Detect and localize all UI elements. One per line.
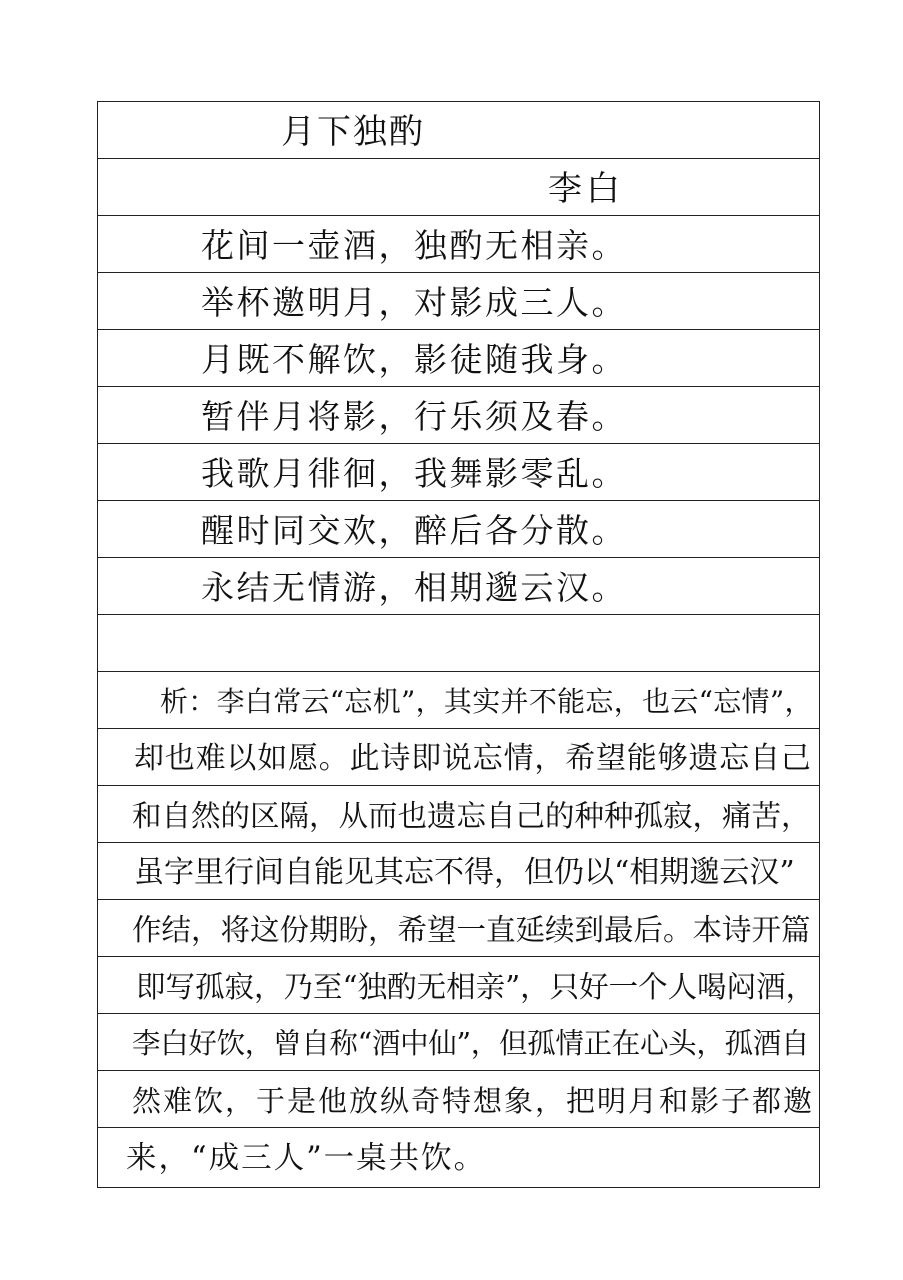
analysis-line-text: 析：李白常云“忘机”，其实并不能忘，也云“忘情”，	[160, 685, 813, 718]
lined-writing-sheet	[97, 101, 820, 1188]
analysis-line-text: 来，“成三人”一桌共饮。	[126, 1141, 487, 1176]
poem-line-text: 举杯邀明月，对影成三人。	[201, 283, 627, 322]
analysis-line	[98, 900, 819, 957]
poem-line	[98, 330, 819, 387]
analysis-line-text: 即写孤寂，乃至“独酌无相亲”，只好一个人喝闷酒，	[136, 970, 816, 1004]
poem-line	[98, 216, 819, 273]
poem-title: 月下独酌	[281, 112, 425, 152]
poem-line-text: 醒时同交欢，醉后各分散。	[201, 511, 627, 550]
poem-line	[98, 387, 819, 444]
poem-author: 李白	[548, 169, 624, 209]
analysis-line	[98, 786, 819, 843]
analysis-line	[98, 957, 819, 1014]
title-row	[98, 102, 819, 159]
poem-line-text: 我歌月徘徊，我舞影零乱。	[201, 454, 627, 493]
poem-line	[98, 558, 819, 615]
analysis-line	[98, 1128, 819, 1189]
author-row	[98, 159, 819, 216]
poem-line-text: 永结无情游，相期邈云汉。	[201, 568, 627, 607]
analysis-line	[98, 729, 819, 786]
analysis-line-text: 却也难以如愿。此诗即说忘情，希望能够遗忘自己	[134, 741, 812, 776]
analysis-line	[98, 1071, 819, 1128]
analysis-line-text: 李白好饮，曾自称“酒中仙”，但孤情正在心头，孤酒自	[132, 1027, 810, 1060]
poem-line	[98, 273, 819, 330]
analysis-line-text: 然难饮，于是他放纵奇特想象，把明月和影子都邀	[132, 1084, 815, 1118]
poem-line-text: 花间一壶酒，独酌无相亲。	[201, 226, 627, 265]
analysis-line-text: 和自然的区隔，从而也遗忘自己的种种孤寂，痛苦，	[132, 799, 811, 833]
analysis-line-text: 作结，将这份期盼，希望一直延续到最后。本诗开篇	[132, 913, 811, 947]
poem-line	[98, 501, 819, 558]
analysis-line	[98, 672, 819, 729]
analysis-line	[98, 1014, 819, 1071]
analysis-line	[98, 843, 819, 900]
poem-line-text: 月既不解饮，影徒随我身。	[201, 340, 627, 379]
analysis-line-text: 虽字里行间自能见其忘不得，但仍以“相期邈云汉”	[134, 855, 795, 890]
blank-row	[98, 615, 819, 672]
poem-line	[98, 444, 819, 501]
poem-line-text: 暂伴月将影，行乐须及春。	[201, 397, 627, 436]
